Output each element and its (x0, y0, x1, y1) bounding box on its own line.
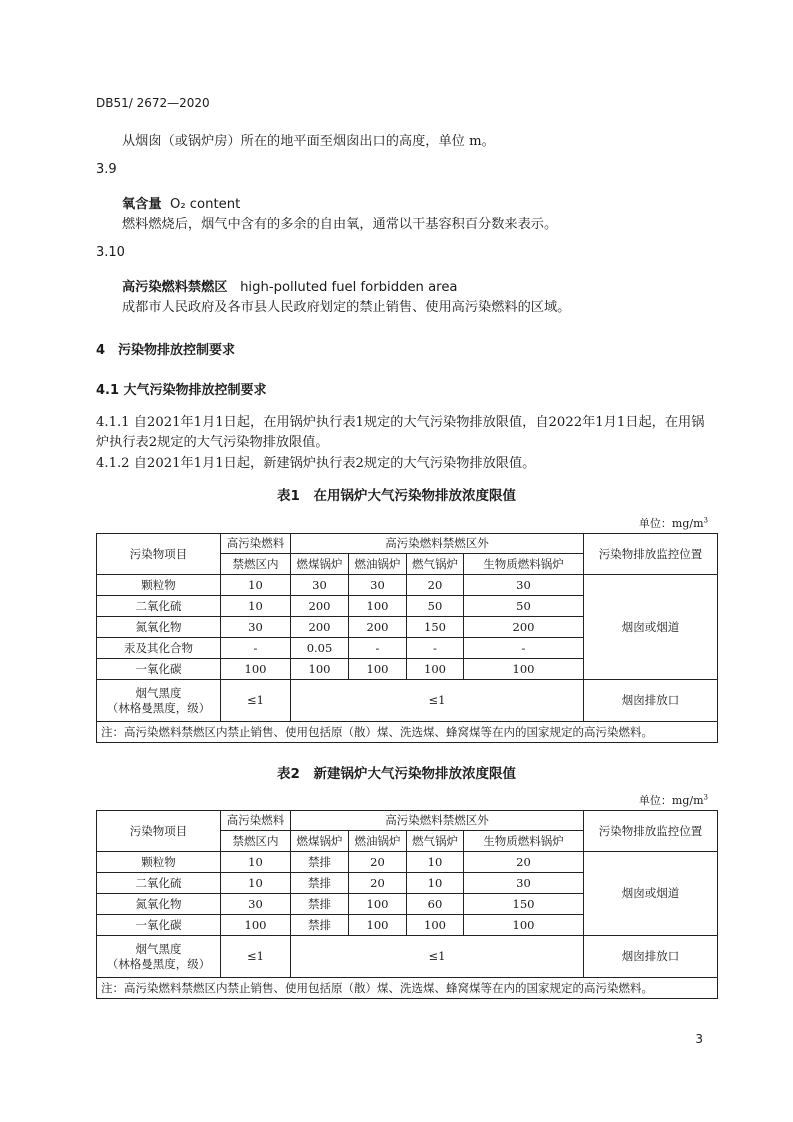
coal-value: 禁排 (291, 915, 349, 936)
smoke-zone-in-value: ≤1 (221, 936, 291, 978)
zone-in-value: 100 (221, 659, 291, 680)
zone-in-value: 10 (221, 873, 291, 894)
table-note-row (97, 722, 718, 743)
table-note: 注：高污染燃料禁燃区内禁止销售、使用包括原（散）煤、洗选煤、蜂窝煤等在内的国家规定的高污染燃料。 (97, 722, 718, 743)
gas-value: 60 (407, 894, 464, 915)
section-3-9-description: 燃料燃烧后，烟气中含有的多余的自由氧，通常以干基容积百分数来表示。 (122, 217, 558, 232)
section-4-1-2: 4.1.2 自2021年1月1日起，新建锅炉执行表2规定的大气污染物排放限值。 (96, 456, 536, 471)
section-4-1-1-line-2: 炉执行表2规定的大气污染物排放限值。 (96, 435, 329, 450)
header-oil-boiler: 燃油锅炉 (349, 554, 407, 575)
smoke-blackness-name (97, 936, 221, 978)
table-header-row (97, 811, 718, 831)
unit-superscript: 3 (703, 516, 708, 525)
section-3-10-term (122, 276, 458, 295)
coal-value: 禁排 (291, 894, 349, 915)
oil-value: 100 (349, 915, 407, 936)
table-1 (96, 533, 718, 743)
oil-value: 100 (349, 596, 407, 617)
gas-value: 50 (407, 596, 464, 617)
header-zone-in-line-1: 高污染燃料 (221, 811, 291, 831)
pollutant-name: 二氧化硫 (97, 596, 221, 617)
header-zone-in-line-1: 高污染燃料 (221, 534, 291, 554)
term-english: O₂ content (169, 197, 241, 212)
table-header-row (97, 534, 718, 554)
table-row (97, 680, 718, 722)
smoke-zone-out-value: ≤1 (291, 936, 584, 978)
table-2 (96, 810, 718, 999)
table-1-title: 表1 在用锅炉大气污染物排放浓度限值 (277, 488, 516, 504)
smoke-monitor-location: 烟囱排放口 (584, 680, 718, 722)
monitor-location-main: 烟囱或烟道 (584, 575, 718, 680)
section-3-10-description: 成都市人民政府及各市县人民政府划定的禁止销售、使用高污染燃料的区域。 (122, 300, 571, 315)
zone-in-value: 10 (221, 852, 291, 873)
smoke-zone-out-value: ≤1 (291, 680, 584, 722)
standard-number-header: DB51/ 2672—2020 (96, 96, 210, 110)
table-note: 注：高污染燃料禁燃区内禁止销售、使用包括原（散）煤、洗选煤、蜂窝煤等在内的国家规定的高污染燃料。 (97, 978, 718, 999)
unit-label: 单位：mg/m (638, 517, 704, 530)
smoke-name-line-1: 烟气黑度 (135, 685, 182, 700)
coal-value: 0.05 (291, 638, 349, 659)
unit-label: 单位：mg/m (638, 794, 704, 807)
oil-value: 100 (349, 894, 407, 915)
pollutant-name: 汞及其化合物 (97, 638, 221, 659)
header-pollutant: 污染物项目 (97, 534, 221, 575)
section-4-1-title: 4.1 大气污染物排放控制要求 (96, 383, 267, 398)
section-4-1-1-line-1: 4.1.1 自2021年1月1日起，在用锅炉执行表1规定的大气污染物排放限值，自2022年1月1日起，在用锅 (96, 415, 705, 430)
pollutant-name: 氮氧化物 (97, 617, 221, 638)
zone-in-value: 30 (221, 617, 291, 638)
header-monitor-location: 污染物排放监控位置 (584, 811, 718, 852)
table-row (97, 575, 718, 596)
header-coal-boiler: 燃煤锅炉 (291, 554, 349, 575)
header-gas-boiler: 燃气锅炉 (407, 554, 464, 575)
smoke-name-line-2: （林格曼黑度，级） (106, 700, 211, 715)
oil-value: - (349, 638, 407, 659)
section-3-9-number: 3.9 (96, 162, 117, 177)
smoke-name-line-1: 烟气黑度 (135, 941, 182, 956)
pollutant-name: 氮氧化物 (97, 894, 221, 915)
header-biomass-boiler: 生物质燃料锅炉 (464, 831, 584, 852)
table-1-unit (639, 515, 708, 531)
oil-value: 30 (349, 575, 407, 596)
smoke-monitor-location: 烟囱排放口 (584, 936, 718, 978)
smoke-zone-in-value: ≤1 (221, 680, 291, 722)
coal-value: 100 (291, 659, 349, 680)
coal-value: 200 (291, 617, 349, 638)
oil-value: 20 (349, 873, 407, 894)
table-2-title: 表2 新建锅炉大气污染物排放浓度限值 (277, 766, 516, 782)
gas-value: 10 (407, 873, 464, 894)
oil-value: 100 (349, 659, 407, 680)
table-row (97, 936, 718, 978)
page-number: 3 (695, 1032, 703, 1046)
biomass-value: 30 (464, 873, 584, 894)
header-zone-in-line-2: 禁燃区内 (221, 831, 291, 852)
pollutant-name: 一氧化碳 (97, 915, 221, 936)
gas-value: 10 (407, 852, 464, 873)
section-3-10-number: 3.10 (96, 245, 125, 260)
unit-superscript: 3 (703, 793, 708, 802)
pollutant-name: 一氧化碳 (97, 659, 221, 680)
table-row (97, 852, 718, 873)
coal-value: 30 (291, 575, 349, 596)
biomass-value: 30 (464, 575, 584, 596)
biomass-value: 100 (464, 915, 584, 936)
zone-in-value: 10 (221, 596, 291, 617)
header-gas-boiler: 燃气锅炉 (407, 831, 464, 852)
pollutant-name: 颗粒物 (97, 575, 221, 596)
header-coal-boiler: 燃煤锅炉 (291, 831, 349, 852)
header-zone-out: 高污染燃料禁燃区外 (291, 534, 584, 554)
biomass-value: 20 (464, 852, 584, 873)
smoke-name-line-2: （林格曼黑度，级） (106, 956, 211, 971)
coal-value: 禁排 (291, 873, 349, 894)
gas-value: 100 (407, 659, 464, 680)
header-zone-out: 高污染燃料禁燃区外 (291, 811, 584, 831)
pollutant-name: 二氧化硫 (97, 873, 221, 894)
zone-in-value: 30 (221, 894, 291, 915)
term-english: high-polluted fuel forbidden area (240, 280, 458, 295)
zone-in-value: - (221, 638, 291, 659)
biomass-value: 200 (464, 617, 584, 638)
header-oil-boiler: 燃油锅炉 (349, 831, 407, 852)
term-chinese: 氧含量 (122, 197, 162, 212)
gas-value: 100 (407, 915, 464, 936)
smoke-blackness-name (97, 680, 221, 722)
header-monitor-location: 污染物排放监控位置 (584, 534, 718, 575)
biomass-value: 100 (464, 659, 584, 680)
biomass-value: 150 (464, 894, 584, 915)
coal-value: 禁排 (291, 852, 349, 873)
biomass-value: 50 (464, 596, 584, 617)
zone-in-value: 10 (221, 575, 291, 596)
oil-value: 20 (349, 852, 407, 873)
gas-value: 150 (407, 617, 464, 638)
header-biomass-boiler: 生物质燃料锅炉 (464, 554, 584, 575)
header-zone-in-line-2: 禁燃区内 (221, 554, 291, 575)
term-chinese: 高污染燃料禁燃区 (122, 280, 228, 295)
header-pollutant: 污染物项目 (97, 811, 221, 852)
zone-in-value: 100 (221, 915, 291, 936)
monitor-location-main: 烟囱或烟道 (584, 852, 718, 936)
section-3-9-term (122, 193, 240, 212)
pollutant-name: 颗粒物 (97, 852, 221, 873)
section-4-title: 4 污染物排放控制要求 (96, 343, 236, 358)
biomass-value: - (464, 638, 584, 659)
coal-value: 200 (291, 596, 349, 617)
gas-value: - (407, 638, 464, 659)
gas-value: 20 (407, 575, 464, 596)
oil-value: 200 (349, 617, 407, 638)
table-note-row (97, 978, 718, 999)
section-3-8-description: 从烟囱（或锅炉房）所在的地平面至烟囱出口的高度，单位 m。 (122, 134, 495, 149)
table-2-unit (639, 792, 708, 808)
